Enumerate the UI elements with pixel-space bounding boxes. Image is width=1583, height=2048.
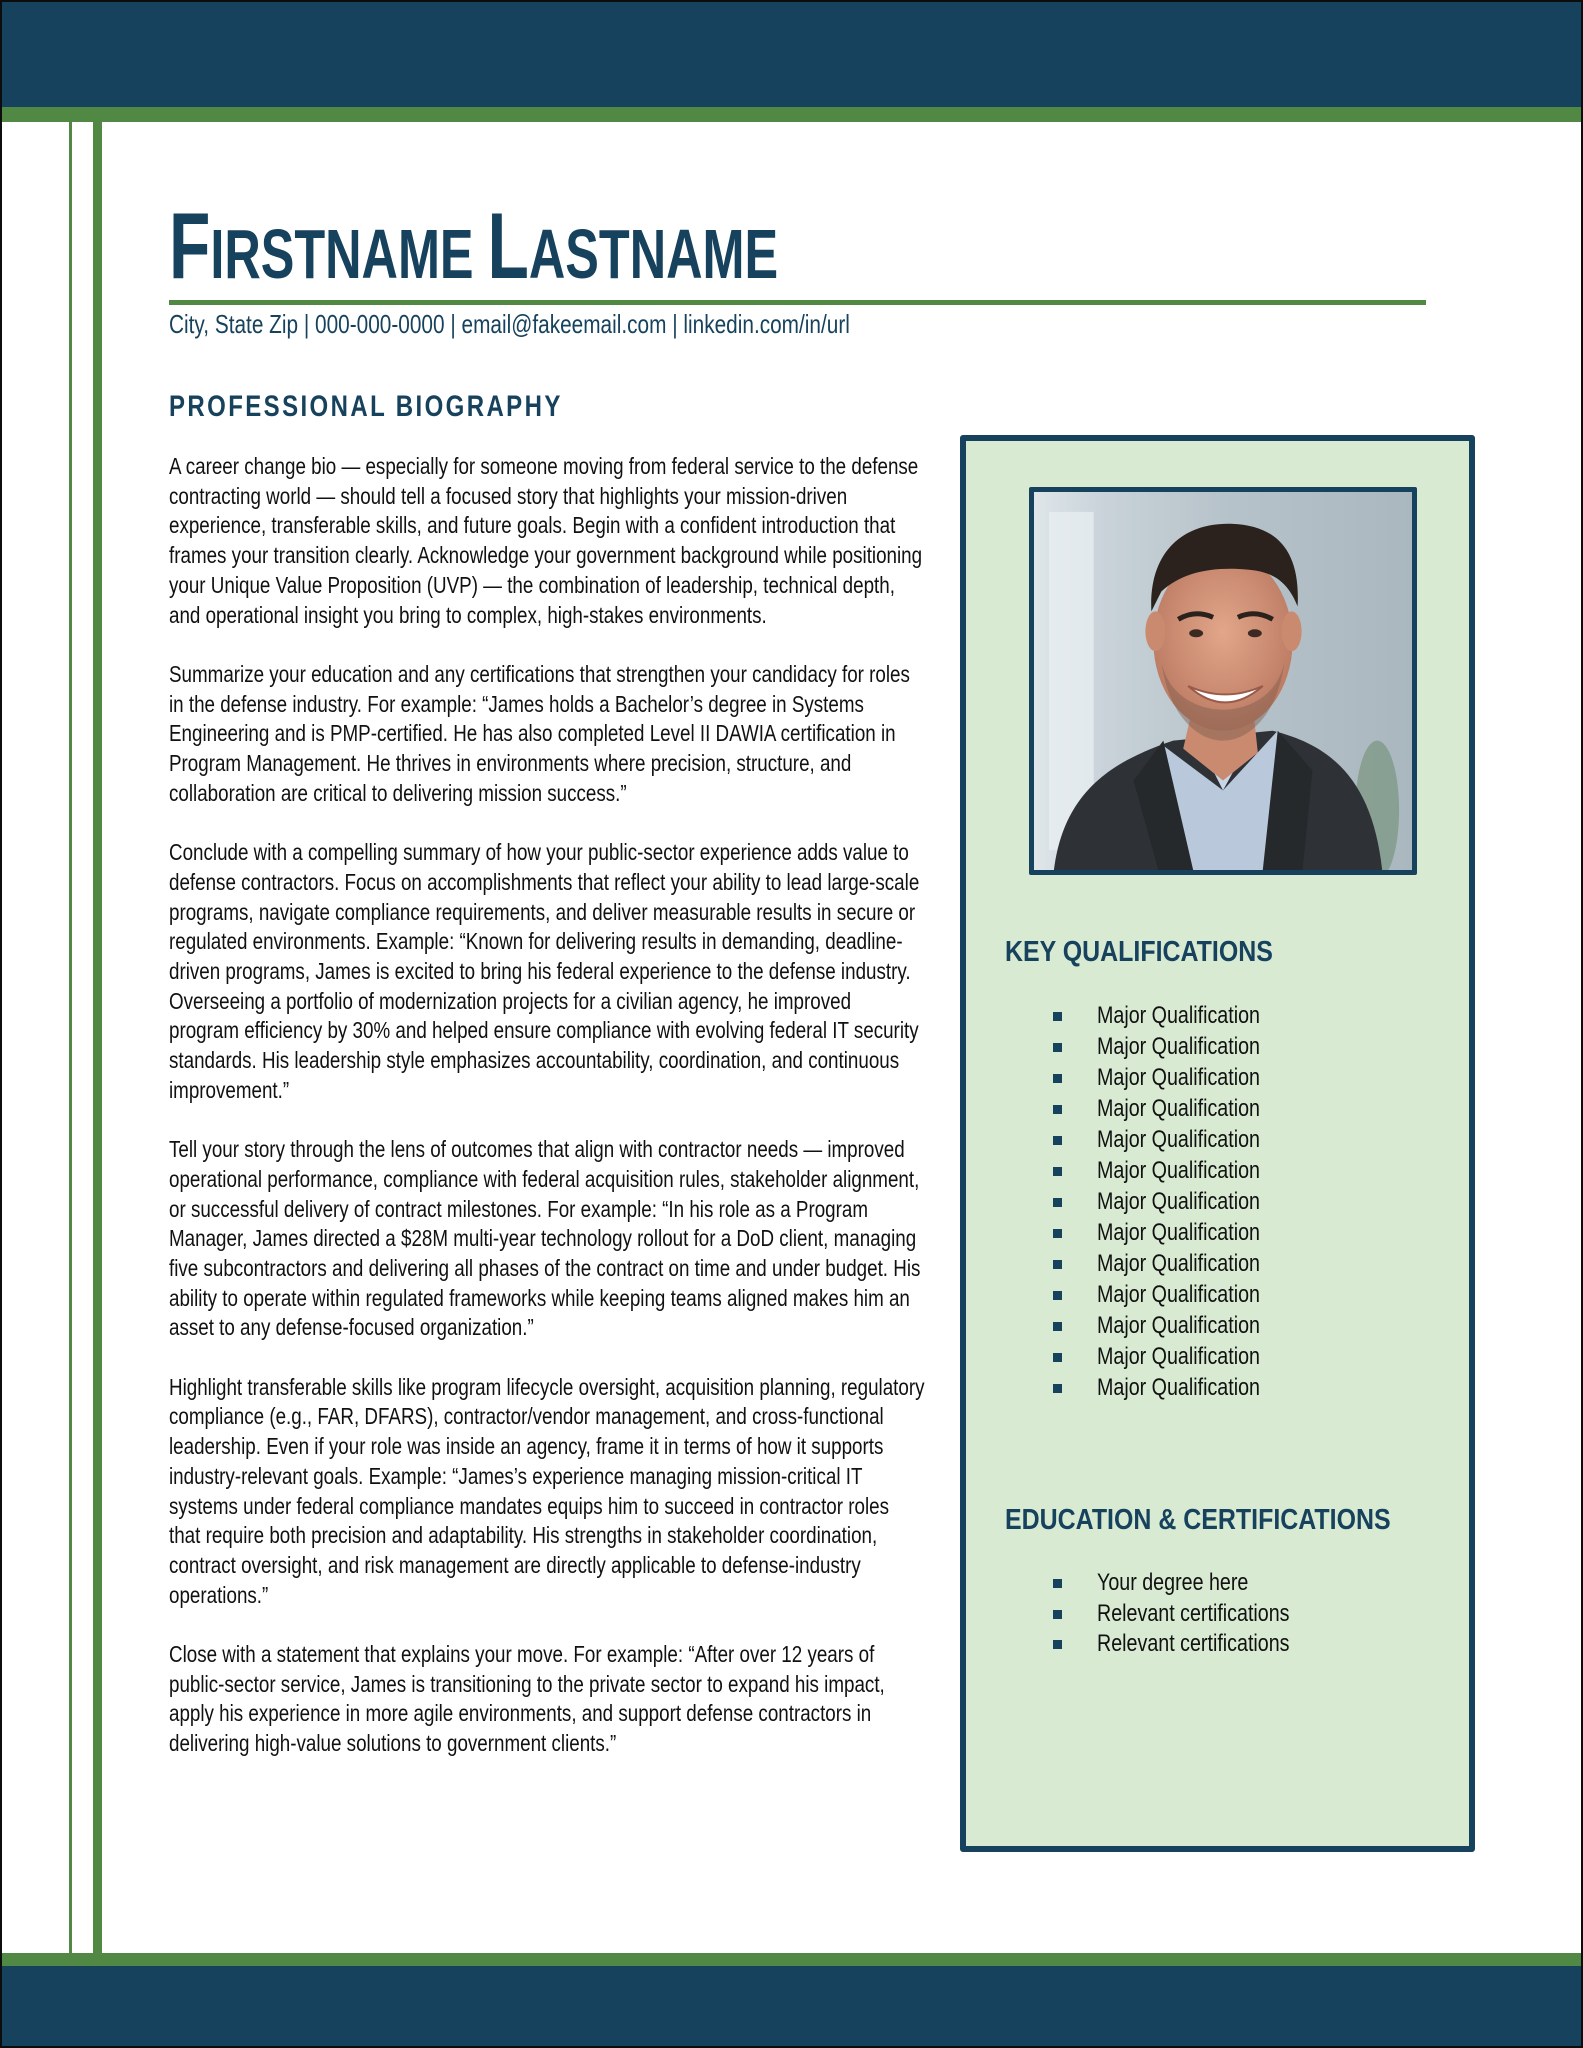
headshot-photo <box>1029 487 1417 875</box>
square-bullet-icon <box>1053 1322 1062 1331</box>
first-name-initial: F <box>169 193 211 298</box>
square-bullet-icon <box>1053 1579 1062 1588</box>
key-qualifications-heading: KEY QUALIFICATIONS <box>1005 936 1273 968</box>
last-name-rest: ASTNAME <box>528 215 779 293</box>
education-text: Relevant certifications <box>1097 1599 1290 1627</box>
qualification-text: Major Qualification <box>1097 1095 1260 1122</box>
biography-body <box>169 452 925 1789</box>
qualification-text: Major Qualification <box>1097 1002 1260 1029</box>
bio-paragraph: Conclude with a compelling summary of how your public-sector experience adds value to defense contractors. Focus on accomplishments that reflect your ability to lead large-scale programs, navigate compliance requirements, and deliver measurable results in secure or regulated environments. Example: “Known for delivering results in demanding, deadline-driven programs, James is excited to bring his federal experience to the defense industry. Overseeing a portfolio of modernization projects for a civilian agency, he improved program efficiency by 30% and helped ensure compliance with evolving federal IT security standards. His leadership style emphasizes accountability, coordination, and continuous improvement.” <box>169 839 920 1103</box>
contact-line: City, State Zip | 000-000-0000 | email@fakeemail.com | linkedin.com/in/url <box>169 309 850 339</box>
education-text: Relevant certifications <box>1097 1630 1290 1657</box>
footer-band <box>0 1966 1583 2048</box>
bio-paragraph: Close with a statement that explains your move. For example: “After over 12 years of public-sector service, James is transitioning to the private sector to expand his impact, apply his experience in more agile environments, and support defense contractors in delivering high-value solutions to government clients.” <box>169 1641 885 1757</box>
education-text: Your degree here <box>1097 1569 1249 1596</box>
qualification-text: Major Qualification <box>1097 1219 1260 1246</box>
square-bullet-icon <box>1053 1074 1062 1083</box>
headshot-photo-icon <box>1034 492 1412 870</box>
qualification-text: Major Qualification <box>1097 1126 1260 1153</box>
square-bullet-icon <box>1053 1291 1062 1300</box>
header-band <box>0 0 1583 107</box>
first-name-rest: IRSTNAME <box>210 215 474 293</box>
square-bullet-icon <box>1053 1105 1062 1114</box>
bio-paragraph: Highlight transferable skills like program lifecycle oversight, acquisition planning, regulatory compliance (e.g., FAR, DFARS), contractor/vendor management, and cross-functional leadership. Even if your role was inside an agency, frame it in terms of how it supports industry-relevant goals. Example: “James’s experience managing mission-critical IT systems under federal compliance mandates equips him to succeed in contractor roles that require both precision and adaptability. His strengths in stakeholder coordination, contract oversight, and risk management are directly applicable to defense-industry operations.” <box>169 1373 925 1608</box>
left-accent-line-thick <box>93 122 102 1953</box>
qualification-text: Major Qualification <box>1097 1343 1260 1370</box>
bio-paragraph: A career change bio — especially for someone moving from federal service to the defense contracting world — should tell a focused story that highlights your mission-driven experience, transferable skills, and future goals. Begin with a confident introduction that frames your transition clearly. Acknowledge your government background while positioning your Unique Value Proposition (UVP) — the combination of leadership, technical depth, and operational insight you bring to complex, high-stakes environments. <box>169 453 923 628</box>
footer-accent-stripe <box>0 1953 1583 1966</box>
last-name-initial: L <box>487 193 529 298</box>
qualification-text: Major Qualification <box>1097 1281 1260 1308</box>
qualification-text: Major Qualification <box>1097 1064 1260 1091</box>
bio-paragraph: Tell your story through the lens of outcomes that align with contractor needs — improved operational performance, compliance with federal acquisition rules, stakeholder alignment, or successful delivery of contract milestones. For example: “In his role as a Program Manager, James directed a $28M multi-year technology rollout for a DoD client, managing five subcontractors and delivering all phases of the contract on time and under budget. His ability to operate within regulated frameworks while keeping teams aligned makes him an asset to any defense-focused organization.” <box>169 1136 921 1341</box>
bio-paragraph: Summarize your education and any certifications that strengthen your candidacy for roles in the defense industry. For example: “James holds a Bachelor’s degree in Systems Engineering and is PMP-certified. He has also completed Level II DAWIA certification in Program Management. He thrives in environments where precision, structure, and collaboration are critical to delivering mission success.” <box>169 660 910 806</box>
square-bullet-icon <box>1053 1260 1062 1269</box>
left-accent-line-thin <box>69 122 72 1953</box>
qualification-text: Major Qualification <box>1097 1033 1260 1060</box>
square-bullet-icon <box>1053 1167 1062 1176</box>
biography-heading: PROFESSIONAL BIOGRAPHY <box>169 390 563 423</box>
square-bullet-icon <box>1053 1353 1062 1362</box>
qualification-text: Major Qualification <box>1097 1188 1260 1215</box>
square-bullet-icon <box>1053 1610 1062 1619</box>
education-heading: EDUCATION & CERTIFICATIONS <box>1005 1504 1391 1536</box>
square-bullet-icon <box>1053 1012 1062 1021</box>
qualification-text: Major Qualification <box>1097 1374 1260 1401</box>
square-bullet-icon <box>1053 1198 1062 1207</box>
candidate-name <box>169 193 779 304</box>
square-bullet-icon <box>1053 1384 1062 1393</box>
square-bullet-icon <box>1053 1043 1062 1052</box>
square-bullet-icon <box>1053 1229 1062 1238</box>
qualification-text: Major Qualification <box>1097 1250 1260 1277</box>
square-bullet-icon <box>1053 1136 1062 1145</box>
square-bullet-icon <box>1053 1640 1062 1649</box>
qualification-text: Major Qualification <box>1097 1157 1260 1184</box>
header-accent-stripe <box>0 107 1583 122</box>
name-divider <box>169 300 1426 305</box>
qualification-text: Major Qualification <box>1097 1312 1260 1339</box>
